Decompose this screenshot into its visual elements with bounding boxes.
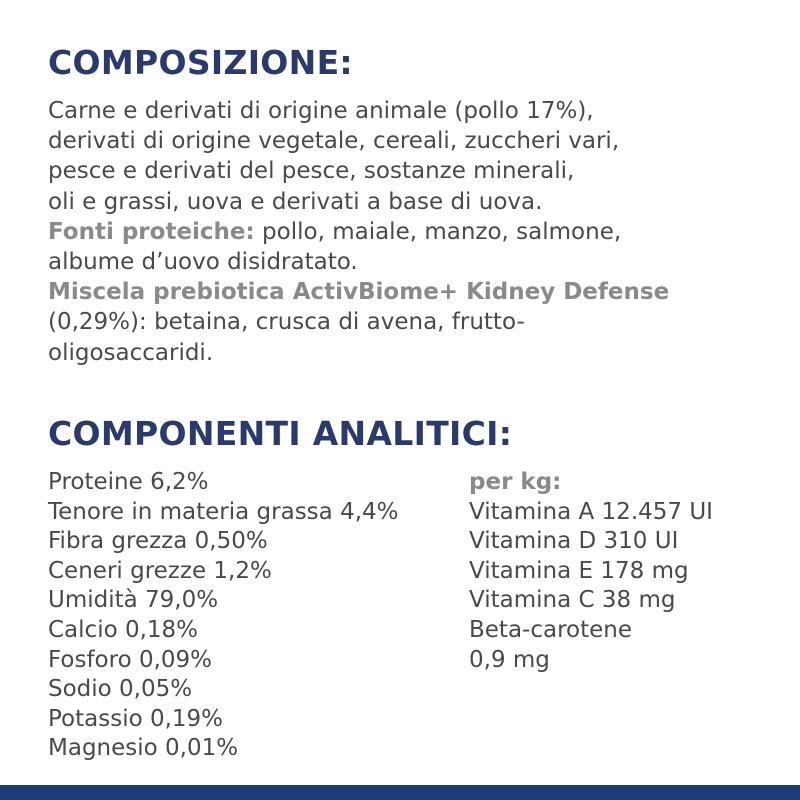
list-item: Potassio 0,19% xyxy=(48,705,224,732)
protein-sources-line xyxy=(48,217,788,247)
list-item: Vitamina A 12.457 UI xyxy=(469,498,713,525)
list-item: Magnesio 0,01% xyxy=(48,735,239,762)
list-item: Fibra grezza 0,50% xyxy=(48,528,268,555)
per-kg-label: per kg: xyxy=(469,469,562,495)
list-item: Umidità 79,0% xyxy=(48,587,219,614)
prebiotic-text: (0,29%): betaina, crusca di avena, frutto- xyxy=(48,309,525,336)
list-item: Vitamina C 38 mg xyxy=(469,587,676,614)
list-item: Calcio 0,18% xyxy=(48,616,199,643)
protein-sources-label: Fonti proteiche: xyxy=(48,218,255,245)
protein-sources-text-cont: albume d’uovo disidratato. xyxy=(48,249,358,276)
list-item: Vitamina D 310 UI xyxy=(469,528,679,555)
analytical-components-list xyxy=(48,468,399,764)
ingredients-line: Carne e derivati di origine animale (pollo 17%), xyxy=(48,98,594,124)
ingredients-line: oli e grassi, uova e derivati a base di uova. xyxy=(48,188,543,215)
analytical-heading: COMPONENTI ANALITICI: xyxy=(48,414,513,453)
ingredients-line: derivati di origine vegetale, cereali, zuccheri vari, xyxy=(48,128,620,155)
composition-text xyxy=(48,96,788,368)
protein-sources-text: pollo, maiale, manzo, salmone, xyxy=(254,218,622,245)
list-item: Ceneri grezze 1,2% xyxy=(48,557,272,584)
list-item: Tenore in materia grassa 4,4% xyxy=(48,498,399,525)
vitamins-list xyxy=(469,468,713,675)
list-item: Sodio 0,05% xyxy=(48,676,193,703)
list-item: Vitamina E 178 mg xyxy=(469,557,689,584)
bottom-bar xyxy=(0,785,800,800)
prebiotic-text-cont: oligosaccaridi. xyxy=(48,339,214,366)
ingredients-line: pesce e derivati del pesce, sostanze minerali, xyxy=(48,158,575,185)
list-item: Fosforo 0,09% xyxy=(48,646,213,673)
composition-heading: COMPOSIZIONE: xyxy=(48,43,353,82)
prebiotic-label: Miscela prebiotica ActivBiome+ Kidney Defense xyxy=(48,279,670,306)
list-item: Beta-carotene xyxy=(469,616,632,643)
list-item: 0,9 mg xyxy=(469,646,550,673)
list-item: Proteine 6,2% xyxy=(48,469,209,495)
